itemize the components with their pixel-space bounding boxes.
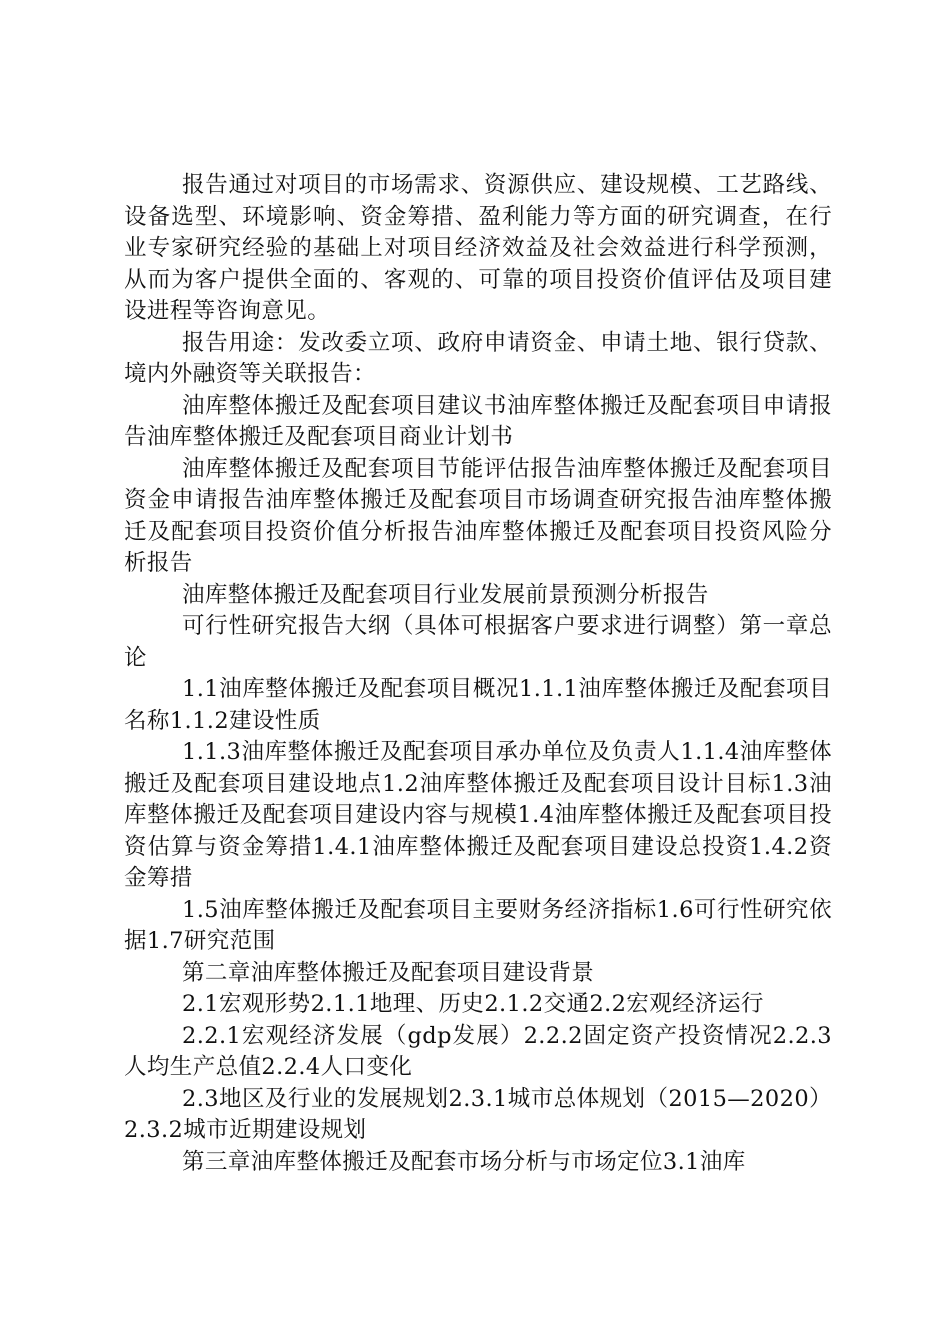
paragraph-section-1-1: 1.1油库整体搬迁及配套项目概况1.1.1油库整体搬迁及配套项目名称1.1.2建设性质 — [124, 676, 832, 734]
paragraph-section-2-1: 2.1宏观形势2.1.1地理、历史2.1.2交通2.2宏观经济运行 — [182, 991, 764, 1017]
paragraph-outline-heading: 可行性研究报告大纲（具体可根据客户要求进行调整）第一章总论 — [124, 613, 832, 671]
paragraph-related-reports-3: 油库整体搬迁及配套项目行业发展前景预测分析报告 — [182, 581, 709, 608]
document-body — [124, 170, 832, 1178]
paragraph-report-overview: 报告通过对项目的市场需求、资源供应、建设规模、工艺路线、设备选型、环境影响、资金筹措、盈利能力等方面的研究调查，在行业专家研究经验的基础上对项目经济效益及社会效益进行科学预测，从而为客户提供全面的、客观的、可靠的项目投资价值评估及项目建设进程等咨询意见。 — [124, 172, 832, 324]
paragraph-related-reports-1: 油库整体搬迁及配套项目建议书油库整体搬迁及配套项目申请报告油库整体搬迁及配套项目商业计划书 — [124, 392, 832, 450]
paragraph-section-2-3: 2.3地区及行业的发展规划2.3.1城市总体规划（2015—2020）2.3.2城市近期建设规划 — [124, 1085, 832, 1143]
paragraph-section-1-5: 1.5油库整体搬迁及配套项目主要财务经济指标1.6可行性研究依据1.7研究范围 — [124, 896, 832, 954]
paragraph-section-1-1-3: 1.1.3油库整体搬迁及配套项目承办单位及负责人1.1.4油库整体搬迁及配套项目建设地点1.2油库整体搬迁及配套项目设计目标1.3油库整体搬迁及配套项目建设内容与规模1.4油库整体搬迁及配套项目投资估算与资金筹措1.4.1油库整体搬迁及配套项目建设总投资1.4.2资金筹措 — [124, 739, 832, 891]
paragraph-chapter-2-title: 第二章油库整体搬迁及配套项目建设背景 — [182, 959, 595, 986]
paragraph-chapter-3-title: 第三章油库整体搬迁及配套市场分析与市场定位3.1油库 — [182, 1148, 746, 1175]
paragraph-section-2-2-1: 2.2.1宏观经济发展（gdp发展）2.2.2固定资产投资情况2.2.3人均生产总值2.2.4人口变化 — [124, 1022, 832, 1080]
paragraph-related-reports-2: 油库整体搬迁及配套项目节能评估报告油库整体搬迁及配套项目资金申请报告油库整体搬迁及配套项目市场调查研究报告油库整体搬迁及配套项目投资价值分析报告油库整体搬迁及配套项目投资风险分析报告 — [124, 455, 832, 576]
paragraph-report-usage: 报告用途：发改委立项、政府申请资金、申请土地、银行贷款、境内外融资等关联报告： — [124, 329, 832, 387]
